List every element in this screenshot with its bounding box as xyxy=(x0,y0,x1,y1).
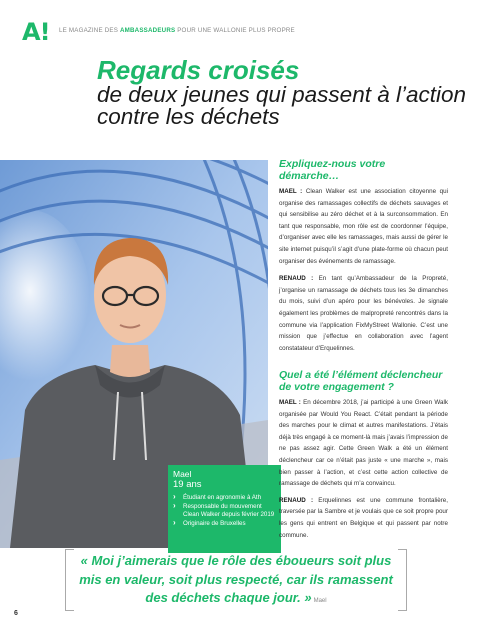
profile-item xyxy=(173,503,276,518)
tagline-prefix: LE MAGAZINE DES xyxy=(59,27,120,34)
tagline-suffix: POUR UNE WALLONIE PLUS PROPRE xyxy=(175,27,295,34)
profile-item-text: Étudiant en agronomie à Ath xyxy=(183,494,262,501)
profile-card xyxy=(168,465,281,553)
profile-name: Mael xyxy=(173,469,192,479)
tagline-highlight: AMBASSADEURS xyxy=(119,27,176,34)
article-subtitle: de deux jeunes qui passent à l’action contre les déchets xyxy=(97,82,467,129)
pull-quote xyxy=(65,549,407,615)
profile-item-text: Responsable du mouvement Clean Walker depuis février 2019 xyxy=(183,503,275,518)
chevron-right-icon: › xyxy=(173,492,176,501)
logo-text: A! xyxy=(22,18,50,46)
question-heading: Quel a été l’élément déclencheur de votre engagement ? xyxy=(279,369,443,393)
answer-text: Erquelinnes est une commune frontalière, traversée par la Sambre et je voulais que ce soit propre pour les gens qui entrent en Belgique et qui passent par notre commune. xyxy=(279,496,448,539)
quote-text-block xyxy=(79,552,393,611)
left-bracket xyxy=(65,549,74,611)
answer-text: En décembre 2018, j’ai participé à une Green Walk organisée par Would You React. C’était pendant la période des marches pour le climat et autres manifestations. J’étais déjà très engagé à ce moment-là mais j’avais l’impression de ne pas assez agir. Cette Green Walk a été un élément déclencheur car ce n’était pas juste « une marche », mais bien passer à l’action, et c’est cette action collective de ramassage de déchets qui m’a convaincu. xyxy=(279,399,448,488)
profile-item xyxy=(173,494,276,501)
answer-paragraph xyxy=(279,397,448,490)
question-block-1 xyxy=(279,158,448,354)
quote-author: Mael xyxy=(313,598,327,604)
magazine-logo xyxy=(22,20,50,44)
answer-paragraph xyxy=(279,273,448,354)
magazine-tagline xyxy=(59,27,295,34)
answer-paragraph xyxy=(279,495,448,541)
speaker-label: RENAUD : xyxy=(279,496,314,504)
answer-text: Clean Walker est une association citoyenne qui organise des ramassages collectifs de déchets sauvages et qui sensibilise au zéro déchet et à la surconsommation. En tant que responsable, mon rôle est de coordonner l’équipe, d’organiser avec elle les ramassages, mais aussi de gérer le site internet puisqu’il s’agit d’une plate-forme où chacun peut organiser des événements de ramassage. xyxy=(279,188,448,265)
profile-item-text: Originaire de Bruxelles xyxy=(183,520,246,528)
article-title: Regards croisés xyxy=(97,55,300,85)
answer-text: En tant qu’Ambassadeur de la Propreté, j’organise un ramassage de déchets tous les 3e dimanches du mois, suivi d’un apéro pour les bénévoles. Je signale également les problèmes de malpropreté rencontrés dans la commune via l’application FixMyStreet Wallonie. C’est une mission que j’effectue en collaboration avec l’agent constatateur d’Erquelinnes. xyxy=(279,275,448,352)
profile-item xyxy=(173,520,276,527)
question-block-2 xyxy=(279,369,448,541)
profile-age: 19 ans xyxy=(173,479,202,490)
question-heading: Expliquez-nous votre démarche… xyxy=(279,158,386,182)
chevron-right-icon: › xyxy=(173,518,176,528)
speaker-label: RENAUD : xyxy=(279,275,314,283)
page-number: 6 xyxy=(14,610,18,617)
speaker-label: MAEL : xyxy=(279,188,303,195)
answer-paragraph xyxy=(279,186,448,267)
speaker-label: MAEL : xyxy=(279,399,301,406)
quote-text: « Moi j’aimerais que le rôle des éboueurs soit plus mis en valeur, soit plus respecté, car ils ramassent des déchets chaque jour. » xyxy=(79,553,393,605)
right-bracket xyxy=(398,549,407,611)
chevron-right-icon: › xyxy=(173,501,176,511)
